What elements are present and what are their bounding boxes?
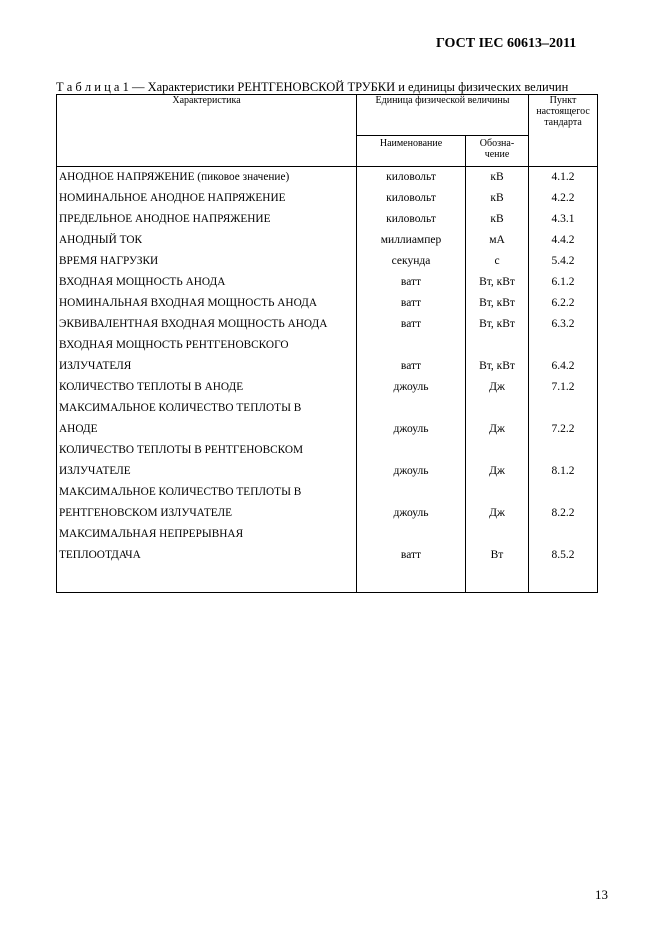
cell-unit-symbol: Дж [466, 461, 529, 482]
cell-unit-name: ватт [357, 293, 466, 314]
cell-empty [529, 566, 598, 593]
cell-characteristic: КОЛИЧЕСТВО ТЕПЛОТЫ В АНОДЕ [57, 377, 357, 398]
table-row [57, 398, 598, 419]
cell-characteristic: АНОДНОЕ НАПРЯЖЕНИЕ (пиковое значение) [57, 167, 357, 189]
cell-characteristic: ВРЕМЯ НАГРУЗКИ [57, 251, 357, 272]
cell-characteristic: МАКСИМАЛЬНОЕ КОЛИЧЕСТВО ТЕПЛОТЫ В [57, 482, 357, 503]
table-row [57, 230, 598, 251]
cell-clause: 4.2.2 [529, 188, 598, 209]
cell-characteristic: РЕНТГЕНОВСКОМ ИЗЛУЧАТЕЛЕ [57, 503, 357, 524]
cell-unit-symbol: кВ [466, 188, 529, 209]
cell-characteristic: ТЕПЛООТДАЧА [57, 545, 357, 566]
cell-unit-symbol [466, 398, 529, 419]
col-header-clause [529, 95, 598, 167]
table-row [57, 524, 598, 545]
cell-unit-name: миллиампер [357, 230, 466, 251]
cell-characteristic: ИЗЛУЧАТЕЛЕ [57, 461, 357, 482]
col-header-unit-name: Наименование [357, 136, 466, 167]
cell-unit-symbol: Вт, кВт [466, 293, 529, 314]
table-row [57, 188, 598, 209]
page-number: 13 [595, 887, 608, 902]
cell-unit-name: киловольт [357, 167, 466, 189]
col-header-characteristic: Характеристика [57, 95, 357, 167]
col-header-unit-symbol-text: Обозна- чение [479, 138, 515, 160]
cell-characteristic: КОЛИЧЕСТВО ТЕПЛОТЫ В РЕНТГЕНОВСКОМ [57, 440, 357, 461]
cell-unit-symbol: с [466, 251, 529, 272]
cell-unit-name: ватт [357, 314, 466, 335]
cell-clause: 5.4.2 [529, 251, 598, 272]
cell-characteristic: ИЗЛУЧАТЕЛЯ [57, 356, 357, 377]
cell-unit-name [357, 482, 466, 503]
cell-clause: 4.3.1 [529, 209, 598, 230]
table-row [57, 335, 598, 356]
cell-empty [357, 566, 466, 593]
cell-unit-name: джоуль [357, 419, 466, 440]
cell-clause: 4.1.2 [529, 167, 598, 189]
document-code: ГОСТ IEC 60613–2011 [436, 36, 577, 51]
cell-characteristic: ЭКВИВАЛЕНТНАЯ ВХОДНАЯ МОЩНОСТЬ АНОДА [57, 314, 357, 335]
table-row [57, 314, 598, 335]
cell-clause: 6.1.2 [529, 272, 598, 293]
cell-clause [529, 440, 598, 461]
cell-clause: 6.3.2 [529, 314, 598, 335]
table-row [57, 272, 598, 293]
cell-unit-symbol: Дж [466, 503, 529, 524]
cell-unit-symbol: кВ [466, 167, 529, 189]
table-body [57, 167, 598, 593]
cell-unit-name [357, 440, 466, 461]
table-row [57, 419, 598, 440]
cell-unit-name: джоуль [357, 377, 466, 398]
cell-clause: 6.4.2 [529, 356, 598, 377]
cell-unit-symbol: Дж [466, 419, 529, 440]
cell-unit-name: киловольт [357, 209, 466, 230]
table-row [57, 167, 598, 189]
cell-unit-name: джоуль [357, 461, 466, 482]
cell-unit-symbol: Вт, кВт [466, 314, 529, 335]
cell-characteristic: МАКСИМАЛЬНОЕ КОЛИЧЕСТВО ТЕПЛОТЫ В [57, 398, 357, 419]
cell-unit-name: ватт [357, 545, 466, 566]
cell-clause [529, 524, 598, 545]
characteristics-table [56, 94, 598, 593]
cell-unit-symbol: Вт, кВт [466, 272, 529, 293]
cell-clause: 4.4.2 [529, 230, 598, 251]
cell-clause: 7.2.2 [529, 419, 598, 440]
cell-unit-name [357, 398, 466, 419]
cell-unit-symbol: Вт, кВт [466, 356, 529, 377]
cell-unit-name: секунда [357, 251, 466, 272]
cell-unit-name: киловольт [357, 188, 466, 209]
cell-clause: 6.2.2 [529, 293, 598, 314]
cell-clause: 8.2.2 [529, 503, 598, 524]
cell-characteristic: АНОДЕ [57, 419, 357, 440]
cell-clause [529, 482, 598, 503]
cell-unit-symbol: Дж [466, 377, 529, 398]
cell-characteristic: ПРЕДЕЛЬНОЕ АНОДНОЕ НАПРЯЖЕНИЕ [57, 209, 357, 230]
cell-unit-symbol [466, 335, 529, 356]
cell-clause [529, 335, 598, 356]
cell-clause: 8.5.2 [529, 545, 598, 566]
cell-characteristic: МАКСИМАЛЬНАЯ НЕПРЕРЫВНАЯ [57, 524, 357, 545]
cell-characteristic: ВХОДНАЯ МОЩНОСТЬ АНОДА [57, 272, 357, 293]
table-row [57, 461, 598, 482]
table-row [57, 251, 598, 272]
cell-unit-name [357, 335, 466, 356]
cell-unit-name [357, 524, 466, 545]
table-row [57, 209, 598, 230]
col-header-clause-text: Пункт настоящегос тандарта [536, 95, 590, 128]
table-row [57, 356, 598, 377]
cell-empty [466, 566, 529, 593]
cell-unit-name: джоуль [357, 503, 466, 524]
table-caption: Т а б л и ц а 1 — Характеристики РЕНТГЕНОВСКОЙ ТРУБКИ и единицы физических величин [56, 80, 569, 94]
table-row [57, 377, 598, 398]
cell-empty [57, 566, 357, 593]
cell-characteristic: НОМИНАЛЬНОЕ АНОДНОЕ НАПРЯЖЕНИЕ [57, 188, 357, 209]
cell-clause: 8.1.2 [529, 461, 598, 482]
table-row [57, 293, 598, 314]
col-header-unit-group: Единица физической величины [357, 95, 529, 136]
table-row [57, 482, 598, 503]
cell-unit-symbol [466, 440, 529, 461]
col-header-unit-symbol [466, 136, 529, 167]
cell-characteristic: АНОДНЫЙ ТОК [57, 230, 357, 251]
cell-unit-name: ватт [357, 356, 466, 377]
cell-characteristic: ВХОДНАЯ МОЩНОСТЬ РЕНТГЕНОВСКОГО [57, 335, 357, 356]
cell-unit-symbol: кВ [466, 209, 529, 230]
cell-unit-symbol [466, 524, 529, 545]
cell-unit-symbol: Вт [466, 545, 529, 566]
table-row [57, 440, 598, 461]
cell-unit-name: ватт [357, 272, 466, 293]
cell-clause [529, 398, 598, 419]
cell-clause: 7.1.2 [529, 377, 598, 398]
table-row [57, 503, 598, 524]
cell-unit-symbol [466, 482, 529, 503]
cell-characteristic: НОМИНАЛЬНАЯ ВХОДНАЯ МОЩНОСТЬ АНОДА [57, 293, 357, 314]
table-row [57, 545, 598, 566]
table-row-spacer [57, 566, 598, 593]
cell-unit-symbol: мА [466, 230, 529, 251]
